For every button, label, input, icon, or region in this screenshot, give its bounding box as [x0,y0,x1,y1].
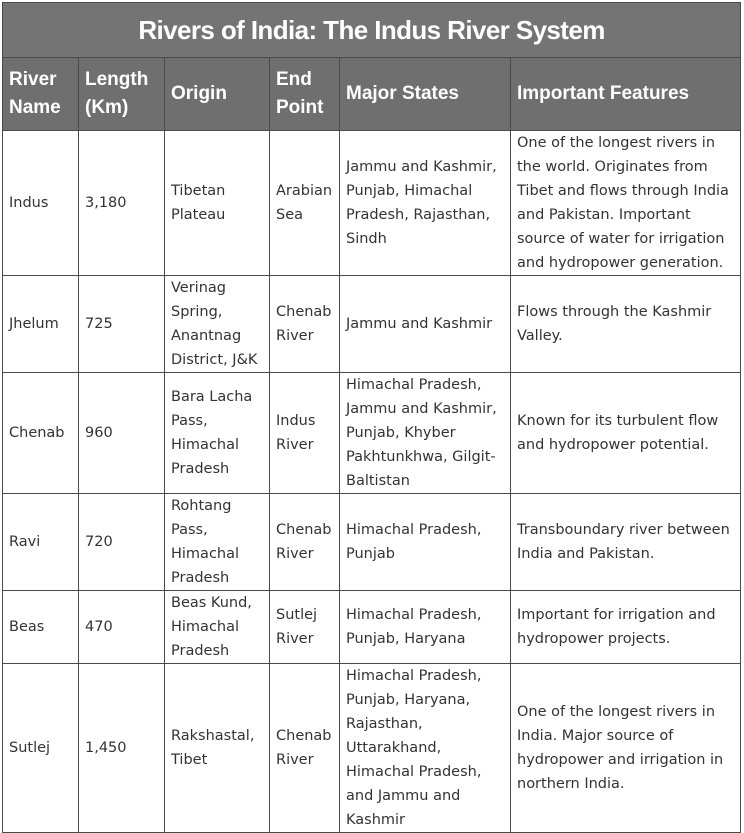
cell-important-features: Flows through the Kashmir Valley. [511,276,741,373]
header-river-name: River Name [3,58,79,131]
cell-river-name: Indus [3,131,79,276]
cell-river-name: Sutlej [3,664,79,833]
cell-river-name: Ravi [3,494,79,591]
cell-major-states: Jammu and Kashmir [340,276,511,373]
table-row [3,591,741,664]
header-length: Length (Km) [79,58,165,131]
cell-origin: Beas Kund, Himachal Pradesh [165,591,270,664]
cell-length: 725 [79,276,165,373]
cell-important-features: Important for irrigation and hydropower projects. [511,591,741,664]
cell-end-point: Indus River [270,373,340,494]
table-row [3,276,741,373]
table-row [3,664,741,833]
cell-origin: Bara Lacha Pass, Himachal Pradesh [165,373,270,494]
cell-origin: Rohtang Pass, Himachal Pradesh [165,494,270,591]
cell-river-name: Beas [3,591,79,664]
cell-major-states: Himachal Pradesh, Punjab [340,494,511,591]
cell-length: 470 [79,591,165,664]
cell-origin: Tibetan Plateau [165,131,270,276]
table-title: Rivers of India: The Indus River System [3,3,741,58]
cell-important-features: One of the longest rivers in India. Major source of hydropower and irrigation in northern India. [511,664,741,833]
header-end-point: End Point [270,58,340,131]
cell-end-point: Sutlej River [270,591,340,664]
table-row [3,131,741,276]
table-row [3,373,741,494]
rivers-table-container [2,2,740,833]
cell-length: 720 [79,494,165,591]
cell-length: 960 [79,373,165,494]
cell-river-name: Chenab [3,373,79,494]
cell-origin: Rakshastal, Tibet [165,664,270,833]
header-major-states: Major States [340,58,511,131]
cell-end-point: Chenab River [270,276,340,373]
cell-end-point: Chenab River [270,494,340,591]
cell-end-point: Chenab River [270,664,340,833]
cell-end-point: Arabian Sea [270,131,340,276]
cell-major-states: Jammu and Kashmir, Punjab, Himachal Pradesh, Rajasthan, Sindh [340,131,511,276]
cell-important-features: Known for its turbulent flow and hydropower potential. [511,373,741,494]
rivers-table [2,2,741,833]
cell-important-features: One of the longest rivers in the world. Originates from Tibet and flows through India and Pakistan. Important source of water for irrigation and hydropower generation. [511,131,741,276]
title-row [3,3,741,58]
cell-important-features: Transboundary river between India and Pakistan. [511,494,741,591]
cell-length: 1,450 [79,664,165,833]
cell-origin: Verinag Spring, Anantnag District, J&K [165,276,270,373]
header-origin: Origin [165,58,270,131]
cell-length: 3,180 [79,131,165,276]
header-important-features: Important Features [511,58,741,131]
cell-major-states: Himachal Pradesh, Jammu and Kashmir, Punjab, Khyber Pakhtunkhwa, Gilgit-Baltistan [340,373,511,494]
table-row [3,494,741,591]
header-row [3,58,741,131]
cell-major-states: Himachal Pradesh, Punjab, Haryana [340,591,511,664]
cell-major-states: Himachal Pradesh, Punjab, Haryana, Rajasthan, Uttarakhand, Himachal Pradesh, and Jammu and Kashmir [340,664,511,833]
cell-river-name: Jhelum [3,276,79,373]
